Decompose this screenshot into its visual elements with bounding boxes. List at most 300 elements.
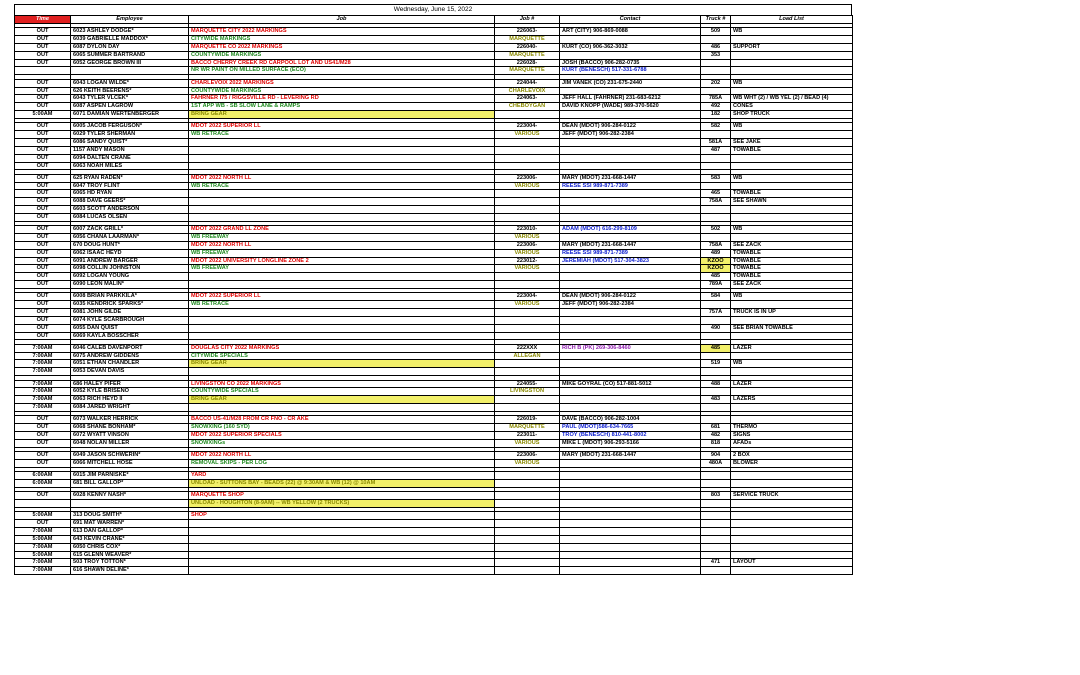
contact-cell: [560, 512, 701, 520]
load-list-cell: CONES: [731, 103, 853, 111]
time-cell: OUT: [15, 174, 71, 182]
truck-number-cell: 353: [701, 51, 731, 59]
time-cell: 7:00AM: [15, 528, 71, 536]
truck-number-cell: [701, 388, 731, 396]
job-cell: UNLOAD - SUTTONS BAY - BEADS (22) @ 9:30AM & WB (12) @ 10AM: [189, 480, 495, 488]
load-list-cell: [731, 36, 853, 44]
time-cell: 7:00AM: [15, 380, 71, 388]
job-cell: MDOT 2022 SUPERIOR SPECIALS: [189, 432, 495, 440]
load-list-cell: LAZER: [731, 344, 853, 352]
table-row: [15, 131, 853, 139]
job-number-cell: [495, 206, 560, 214]
contact-cell: [560, 51, 701, 59]
job-number-cell: [495, 198, 560, 206]
employee-cell: 6065 HD RYAN: [71, 190, 189, 198]
employee-cell: 6090 LEON MALIN*: [71, 281, 189, 289]
truck-number-cell: [701, 182, 731, 190]
job-number-cell: [495, 111, 560, 119]
job-cell: BRING GEAR: [189, 360, 495, 368]
table-row: [15, 162, 853, 170]
job-cell: [189, 551, 495, 559]
schedule-rows: [15, 23, 853, 574]
truck-number-cell: 502: [701, 226, 731, 234]
job-cell: REMOVAL SKIPS - PER LOG: [189, 459, 495, 467]
employee-cell: 6052 GEORGE BROWN III: [71, 59, 189, 67]
load-list-cell: WB: [731, 293, 853, 301]
contact-cell: ADAM (MDOT) 616-299-8109: [560, 226, 701, 234]
time-cell: OUT: [15, 249, 71, 257]
employee-cell: 6046 CALEB DAVENPORT: [71, 344, 189, 352]
table-row: [15, 380, 853, 388]
truck-number-cell: [701, 500, 731, 508]
contact-cell: [560, 492, 701, 500]
job-number-cell: [495, 324, 560, 332]
table-row: [15, 51, 853, 59]
employee-cell: 6074 KYLE SCARBROUGH: [71, 316, 189, 324]
truck-number-cell: 485: [701, 344, 731, 352]
load-list-cell: TOWABLE: [731, 265, 853, 273]
contact-cell: [560, 87, 701, 95]
job-cell: WB FREEWAY: [189, 265, 495, 273]
job-cell: CITYWIDE MARKINGS: [189, 36, 495, 44]
truck-number-cell: [701, 528, 731, 536]
employee-cell: 6094 DALTEN CRANE: [71, 154, 189, 162]
contact-cell: JEREMIAH (MDOT) 517-304-3823: [560, 257, 701, 265]
job-number-cell: [495, 500, 560, 508]
truck-number-cell: [701, 352, 731, 360]
job-number-cell: 224063-: [495, 95, 560, 103]
job-number-cell: [495, 520, 560, 528]
table-row: [15, 344, 853, 352]
truck-number-cell: [701, 131, 731, 139]
employee-cell: 6056 CHANA LAARMAN*: [71, 234, 189, 242]
table-row: [15, 257, 853, 265]
job-number-cell: 226040-: [495, 43, 560, 51]
table-row: [15, 316, 853, 324]
contact-cell: RICH B (PK) 269-306-8460: [560, 344, 701, 352]
truck-number-cell: [701, 535, 731, 543]
time-cell: 5:00AM: [15, 551, 71, 559]
table-row: [15, 567, 853, 575]
load-list-cell: [731, 67, 853, 75]
job-number-cell: [495, 281, 560, 289]
job-number-cell: MARQUETTE: [495, 424, 560, 432]
job-cell: [189, 190, 495, 198]
time-cell: OUT: [15, 154, 71, 162]
load-list-cell: [731, 528, 853, 536]
job-number-cell: [495, 492, 560, 500]
header-load-list: Load List: [731, 16, 853, 24]
load-list-cell: [731, 301, 853, 309]
load-list-cell: [731, 51, 853, 59]
truck-number-cell: 818: [701, 439, 731, 447]
job-cell: COUNTYWIDE MARKINGS: [189, 87, 495, 95]
table-row: [15, 87, 853, 95]
job-number-cell: [495, 543, 560, 551]
job-number-cell: 223012-: [495, 257, 560, 265]
load-list-cell: AFADs: [731, 439, 853, 447]
contact-cell: [560, 138, 701, 146]
load-list-cell: [731, 182, 853, 190]
job-number-cell: [495, 273, 560, 281]
truck-number-cell: KZOO: [701, 257, 731, 265]
job-cell: MARQUETTE SHOP: [189, 492, 495, 500]
load-list-cell: [731, 352, 853, 360]
contact-cell: TROY (BENESCH) 810-441-8002: [560, 432, 701, 440]
job-cell: WB RETRACE: [189, 301, 495, 309]
contact-cell: [560, 198, 701, 206]
time-cell: 7:00AM: [15, 559, 71, 567]
load-list-cell: SIGNS: [731, 432, 853, 440]
job-cell: [189, 146, 495, 154]
time-cell: 7:00AM: [15, 567, 71, 575]
table-row: [15, 309, 853, 317]
job-cell: WB RETRACE: [189, 131, 495, 139]
employee-cell: 6071 DAMIAN WERTENBERGER: [71, 111, 189, 119]
load-list-cell: SUPPORT: [731, 43, 853, 51]
contact-cell: [560, 309, 701, 317]
employee-cell: 6028 KENNY NASH*: [71, 492, 189, 500]
table-row: [15, 273, 853, 281]
load-list-cell: [731, 404, 853, 412]
employee-cell: 6087 ASPEN LAGROW: [71, 103, 189, 111]
table-row: [15, 174, 853, 182]
table-row: [15, 111, 853, 119]
load-list-cell: SEE SHAWN: [731, 198, 853, 206]
job-cell: BACCO CHERRY CREEK RD CARPOOL LOT AND US41/M28: [189, 59, 495, 67]
job-number-cell: [495, 472, 560, 480]
job-number-cell: [495, 309, 560, 317]
time-cell: 5:00AM: [15, 512, 71, 520]
job-number-cell: [495, 332, 560, 340]
load-list-cell: SEE ZACK: [731, 281, 853, 289]
employee-cell: 6069 KAYLA BOSSCHER: [71, 332, 189, 340]
employee-cell: 313 DOUG SMITH*: [71, 512, 189, 520]
load-list-cell: [731, 234, 853, 242]
table-row: [15, 424, 853, 432]
load-list-cell: SEE ZACK: [731, 241, 853, 249]
job-cell: 1ST APP WB - SB SLOW LANE & RAMPS: [189, 103, 495, 111]
table-row: [15, 249, 853, 257]
load-list-cell: [731, 500, 853, 508]
truck-number-cell: 785A: [701, 95, 731, 103]
job-cell: [189, 528, 495, 536]
load-list-cell: [731, 480, 853, 488]
load-list-cell: BLOWER: [731, 459, 853, 467]
time-cell: OUT: [15, 103, 71, 111]
job-cell: [189, 332, 495, 340]
table-row: [15, 67, 853, 75]
contact-cell: [560, 111, 701, 119]
contact-cell: [560, 551, 701, 559]
contact-cell: [560, 190, 701, 198]
truck-number-cell: [701, 162, 731, 170]
job-number-cell: MARQUETTE: [495, 67, 560, 75]
employee-cell: 6050 CHRIS COX*: [71, 543, 189, 551]
job-cell: [189, 404, 495, 412]
truck-number-cell: 582: [701, 123, 731, 131]
table-row: [15, 79, 853, 87]
load-list-cell: [731, 213, 853, 221]
table-row: [15, 234, 853, 242]
load-list-cell: [731, 368, 853, 376]
contact-cell: [560, 213, 701, 221]
job-number-cell: 226019-: [495, 416, 560, 424]
job-cell: WB RETRACE: [189, 182, 495, 190]
employee-cell: 615 GLENN WEAVER*: [71, 551, 189, 559]
time-cell: OUT: [15, 138, 71, 146]
truck-number-cell: 789A: [701, 281, 731, 289]
job-cell: NR WR PAINT ON MILLED SURFACE (ECO): [189, 67, 495, 75]
table-row: [15, 459, 853, 467]
load-list-cell: WB: [731, 79, 853, 87]
time-cell: OUT: [15, 59, 71, 67]
truck-number-cell: [701, 404, 731, 412]
contact-cell: JEFF (MDOT) 906-282-2384: [560, 301, 701, 309]
truck-number-cell: 486: [701, 43, 731, 51]
load-list-cell: WB: [731, 360, 853, 368]
truck-number-cell: 584: [701, 293, 731, 301]
contact-cell: [560, 36, 701, 44]
employee-cell: 6084 JARED WRIGHT: [71, 404, 189, 412]
job-number-cell: CHARLEVOIX: [495, 87, 560, 95]
time-cell: 7:00AM: [15, 344, 71, 352]
table-row: [15, 138, 853, 146]
contact-cell: [560, 316, 701, 324]
time-cell: OUT: [15, 324, 71, 332]
contact-cell: [560, 480, 701, 488]
table-row: [15, 528, 853, 536]
job-number-cell: [495, 551, 560, 559]
job-cell: BACCO US-41/M28 FROM CR FNO - CR AKE: [189, 416, 495, 424]
contact-cell: [560, 332, 701, 340]
job-cell: FAHRNER I75 / RIGGSVILLE RD - LEVERING RD: [189, 95, 495, 103]
time-cell: 7:00AM: [15, 543, 71, 551]
time-cell: OUT: [15, 28, 71, 36]
job-number-cell: 226063-: [495, 28, 560, 36]
load-list-cell: [731, 388, 853, 396]
time-cell: OUT: [15, 316, 71, 324]
table-row: [15, 59, 853, 67]
contact-cell: [560, 404, 701, 412]
job-cell: MDOT 2022 SUPERIOR LL: [189, 123, 495, 131]
load-list-cell: SEE JAKE: [731, 138, 853, 146]
job-number-cell: [495, 404, 560, 412]
truck-number-cell: [701, 301, 731, 309]
job-number-cell: [495, 360, 560, 368]
job-cell: [189, 281, 495, 289]
contact-cell: JIM VANEK (CO) 231-675-2440: [560, 79, 701, 87]
load-list-cell: LAZER: [731, 380, 853, 388]
job-cell: [189, 368, 495, 376]
contact-cell: JEFF (MDOT) 906-282-2384: [560, 131, 701, 139]
employee-cell: 6052 KYLE BRISENO: [71, 388, 189, 396]
truck-number-cell: 490: [701, 324, 731, 332]
table-row: [15, 512, 853, 520]
job-number-cell: 223006-: [495, 452, 560, 460]
time-cell: OUT: [15, 162, 71, 170]
load-list-cell: WB: [731, 28, 853, 36]
load-list-cell: TOWABLE: [731, 257, 853, 265]
truck-number-cell: 483: [701, 396, 731, 404]
employee-cell: 6008 BRIAN PARKKILA*: [71, 293, 189, 301]
time-cell: OUT: [15, 265, 71, 273]
job-cell: UNLOAD - HOUGHTON (8-9AM) -- WB YELLOW (2 TRUCKS): [189, 500, 495, 508]
job-number-cell: MARQUETTE: [495, 51, 560, 59]
table-row: [15, 439, 853, 447]
job-number-cell: [495, 528, 560, 536]
time-cell: 7:00AM: [15, 396, 71, 404]
job-cell: [189, 206, 495, 214]
job-cell: SHOP: [189, 512, 495, 520]
table-row: [15, 472, 853, 480]
truck-number-cell: [701, 520, 731, 528]
time-cell: OUT: [15, 520, 71, 528]
contact-cell: [560, 154, 701, 162]
time-cell: OUT: [15, 309, 71, 317]
contact-cell: [560, 396, 701, 404]
truck-number-cell: 519: [701, 360, 731, 368]
load-list-cell: LAZERS: [731, 396, 853, 404]
time-cell: OUT: [15, 416, 71, 424]
job-cell: CITYWIDE SPECIALS: [189, 352, 495, 360]
employee-cell: 6092 LOGAN YOUNG: [71, 273, 189, 281]
header-truck-number: Truck #: [701, 16, 731, 24]
contact-cell: REESE SSI 989-871-7389: [560, 249, 701, 257]
job-number-cell: CHEBOYGAN: [495, 103, 560, 111]
time-cell: OUT: [15, 424, 71, 432]
table-row: [15, 500, 853, 508]
contact-cell: [560, 559, 701, 567]
contact-cell: [560, 360, 701, 368]
employee-cell: 6088 DAVE GEERS*: [71, 198, 189, 206]
truck-number-cell: [701, 551, 731, 559]
job-cell: [189, 198, 495, 206]
job-number-cell: [495, 190, 560, 198]
contact-cell: [560, 234, 701, 242]
truck-number-cell: 465: [701, 190, 731, 198]
load-list-cell: [731, 59, 853, 67]
time-cell: 7:00AM: [15, 360, 71, 368]
truck-number-cell: 583: [701, 174, 731, 182]
contact-cell: [560, 543, 701, 551]
time-cell: OUT: [15, 87, 71, 95]
employee-cell: 6072 WYATT VINSON: [71, 432, 189, 440]
contact-cell: [560, 324, 701, 332]
job-cell: [189, 316, 495, 324]
load-list-cell: [731, 154, 853, 162]
employee-cell: 6048 NOLAN MILLER: [71, 439, 189, 447]
truck-number-cell: 485: [701, 273, 731, 281]
job-number-cell: VARIOUS: [495, 265, 560, 273]
table-row: [15, 123, 853, 131]
job-number-cell: LIVINGSTON: [495, 388, 560, 396]
employee-cell: 6043 LOGAN WILDE*: [71, 79, 189, 87]
truck-number-cell: 681: [701, 424, 731, 432]
load-list-cell: SHOP TRUCK: [731, 111, 853, 119]
contact-cell: KURT (BENESCH) 517-331-6788: [560, 67, 701, 75]
employee-cell: 626 KEITH BEERENS*: [71, 87, 189, 95]
employee-cell: 6023 ASHLEY DODGE*: [71, 28, 189, 36]
load-list-cell: SERVICE TRUCK: [731, 492, 853, 500]
table-row: [15, 103, 853, 111]
load-list-cell: TOWABLE: [731, 249, 853, 257]
employee-cell: 6049 JASON SCHWERIN*: [71, 452, 189, 460]
time-cell: OUT: [15, 332, 71, 340]
load-list-cell: TOWABLE: [731, 146, 853, 154]
table-row: [15, 492, 853, 500]
truck-number-cell: KZOO: [701, 265, 731, 273]
job-number-cell: VARIOUS: [495, 249, 560, 257]
employee-cell: 1157 ANDY MASON: [71, 146, 189, 154]
time-cell: OUT: [15, 190, 71, 198]
employee-cell: 6066 MITCHELL HOSE: [71, 459, 189, 467]
job-number-cell: 224044-: [495, 79, 560, 87]
truck-number-cell: [701, 416, 731, 424]
job-number-cell: ALLEGAN: [495, 352, 560, 360]
employee-cell: 6603 SCOTT ANDERSON: [71, 206, 189, 214]
time-cell: OUT: [15, 79, 71, 87]
job-cell: [189, 324, 495, 332]
contact-cell: DAVE (BACCO) 906-282-1004: [560, 416, 701, 424]
employee-cell: 6098 COLLIN JOHNSTON: [71, 265, 189, 273]
job-cell: WB FREEWAY: [189, 234, 495, 242]
contact-cell: [560, 162, 701, 170]
truck-number-cell: [701, 213, 731, 221]
employee-cell: 6063 RICH HEYD II: [71, 396, 189, 404]
employee-cell: 6068 SHANE BONHAM*: [71, 424, 189, 432]
contact-cell: [560, 368, 701, 376]
table-row: [15, 452, 853, 460]
job-cell: WB FREEWAY: [189, 249, 495, 257]
truck-number-cell: 492: [701, 103, 731, 111]
job-number-cell: [495, 368, 560, 376]
employee-cell: 691 MAT WARREN*: [71, 520, 189, 528]
load-list-cell: TOWABLE: [731, 273, 853, 281]
employee-cell: 503 TROY TOTTON*: [71, 559, 189, 567]
job-cell: [189, 535, 495, 543]
job-number-cell: 223011-: [495, 432, 560, 440]
job-number-cell: VARIOUS: [495, 234, 560, 242]
job-number-cell: 222XXX: [495, 344, 560, 352]
time-cell: OUT: [15, 131, 71, 139]
contact-cell: [560, 146, 701, 154]
time-cell: 7:00AM: [15, 388, 71, 396]
job-cell: [189, 154, 495, 162]
employee-cell: [71, 67, 189, 75]
job-number-cell: [495, 559, 560, 567]
truck-number-cell: 488: [701, 380, 731, 388]
employee-cell: 6062 ISAAC HEYD: [71, 249, 189, 257]
job-number-cell: VARIOUS: [495, 182, 560, 190]
time-cell: OUT: [15, 198, 71, 206]
job-cell: LIVINGSTON CO 2022 MARKINGS: [189, 380, 495, 388]
truck-number-cell: [701, 316, 731, 324]
time-cell: OUT: [15, 273, 71, 281]
truck-number-cell: 509: [701, 28, 731, 36]
table-row: [15, 396, 853, 404]
time-cell: 5:00AM: [15, 535, 71, 543]
job-cell: MDOT 2022 NORTH LL: [189, 241, 495, 249]
contact-cell: MARY (MDOT) 231-668-1447: [560, 174, 701, 182]
contact-cell: REESE SSI 989-871-7389: [560, 182, 701, 190]
employee-cell: 6065 SUMMER BARTRAND: [71, 51, 189, 59]
employee-cell: 616 SHAWN DELINE*: [71, 567, 189, 575]
job-number-cell: [495, 154, 560, 162]
employee-cell: 6063 NOAH MILES: [71, 162, 189, 170]
load-list-cell: WB WHT (2) / WB YEL (2) / BEAD (4): [731, 95, 853, 103]
time-cell: OUT: [15, 452, 71, 460]
